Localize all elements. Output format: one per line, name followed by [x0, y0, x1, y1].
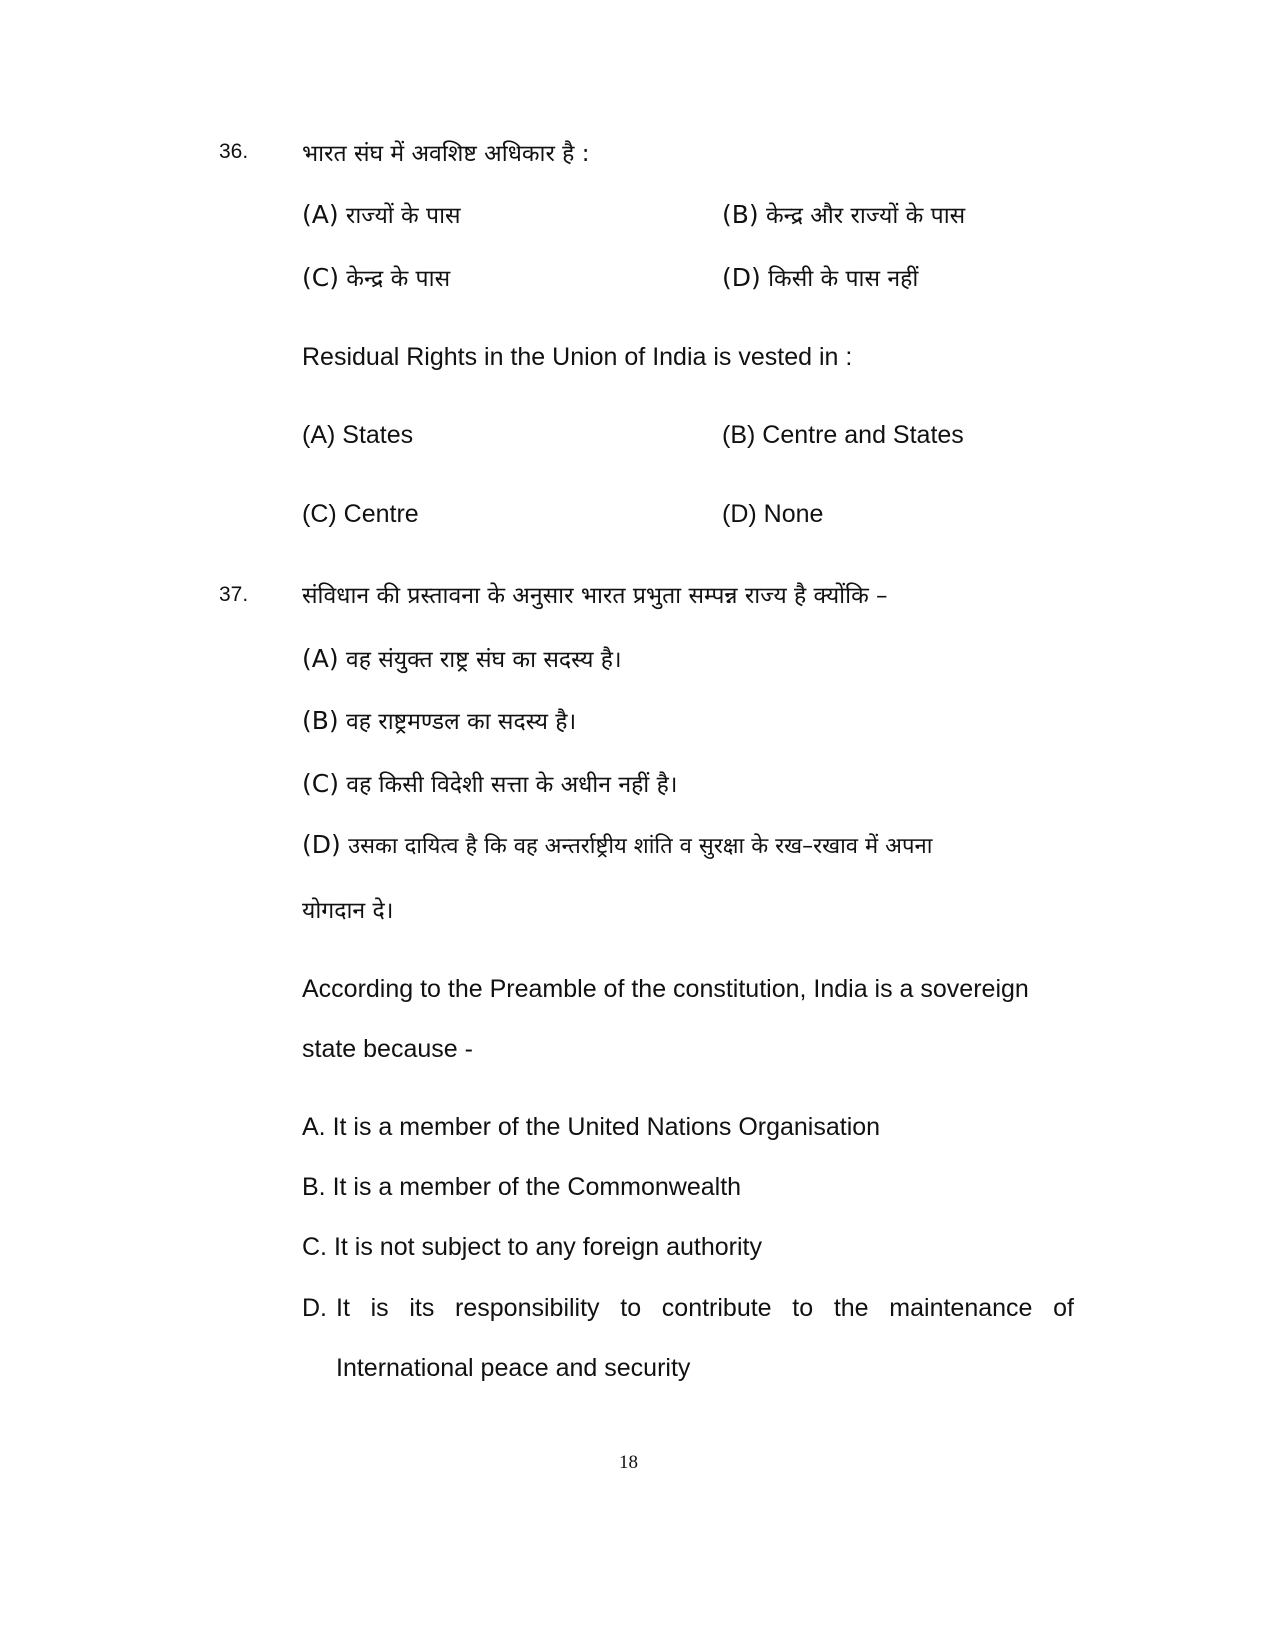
option-label: (C): [302, 263, 339, 292]
option-label: (C): [302, 500, 337, 528]
option-text: राज्यों के पास: [345, 203, 461, 229]
option-d-hindi-continuation: योगदान दे।: [302, 898, 394, 924]
option-d-hindi: [302, 830, 1074, 860]
option-label: (D): [302, 830, 341, 859]
question-stem-hindi: भारत संघ में अवशिष्ट अधिकार है :: [302, 141, 590, 167]
option-text: It is its responsibility to contribute to the maintenance of: [336, 1294, 1074, 1322]
option-c-hindi: [302, 767, 678, 799]
option-text: It is not subject to any foreign authority: [333, 1233, 762, 1261]
option-text: वह संयुक्त राष्ट्र संघ का सदस्य है।: [345, 647, 622, 673]
question-number: 37.: [219, 583, 249, 606]
option-c-english: [302, 500, 419, 529]
option-label: D.: [302, 1294, 327, 1322]
option-label: (C): [302, 769, 339, 798]
option-text: केन्द्र और राज्यों के पास: [765, 203, 966, 229]
option-text: किसी के पास नहीं: [768, 266, 919, 292]
option-text: वह राष्ट्रमण्डल का सदस्य है।: [345, 709, 577, 735]
option-label: (B): [722, 200, 759, 229]
question-stem-hindi: संविधान की प्रस्तावना के अनुसार भारत प्रभुता सम्पन्न राज्य है क्योंकि –: [302, 583, 888, 609]
option-text: Centre: [343, 500, 419, 528]
option-text: States: [342, 421, 414, 449]
option-label: (D): [722, 263, 761, 292]
option-b-hindi: [722, 198, 965, 230]
page-number: 18: [619, 1452, 638, 1473]
option-a-hindi: [302, 198, 461, 230]
option-d-english: [302, 1294, 1074, 1323]
option-label: (A): [302, 200, 339, 229]
option-b-english: [302, 1173, 741, 1202]
option-text: It is a member of the United Nations Organisation: [332, 1113, 881, 1141]
option-c-hindi: [302, 261, 450, 293]
option-label: (B): [722, 421, 756, 449]
option-label: C.: [302, 1233, 327, 1261]
option-label: A.: [302, 1113, 326, 1141]
option-d-hindi: [722, 261, 918, 293]
option-a-hindi: [302, 642, 622, 674]
option-text: केन्द्र के पास: [346, 266, 451, 292]
option-label: (A): [302, 644, 339, 673]
option-label: (A): [302, 421, 336, 449]
option-label: B.: [302, 1173, 326, 1201]
question-number: 36.: [219, 140, 249, 163]
option-b-english: [722, 421, 964, 450]
option-label: (D): [722, 500, 757, 528]
option-text: It is a member of the Commonwealth: [332, 1173, 742, 1201]
option-b-hindi: [302, 704, 576, 736]
option-text: None: [763, 500, 824, 528]
option-a-english: [302, 421, 413, 450]
option-text: उसका दायित्व है कि वह अन्तर्राष्ट्रीय शांति व सुरक्षा के रख–रखाव में अपना: [348, 834, 933, 859]
option-a-english: [302, 1113, 880, 1142]
option-label: (B): [302, 706, 339, 735]
option-d-english: [722, 500, 823, 529]
question-stem-english: Residual Rights in the Union of India is vested in :: [302, 343, 853, 371]
option-text: वह किसी विदेशी सत्ता के अधीन नहीं है।: [346, 772, 678, 798]
option-text: Centre and States: [762, 421, 964, 449]
option-c-english: [302, 1233, 762, 1262]
question-stem-english-line-1: According to the Preamble of the constitution, India is a sovereign: [302, 975, 1029, 1003]
option-d-english-continuation: International peace and security: [336, 1354, 691, 1382]
question-stem-english-line-2: state because -: [302, 1035, 473, 1063]
